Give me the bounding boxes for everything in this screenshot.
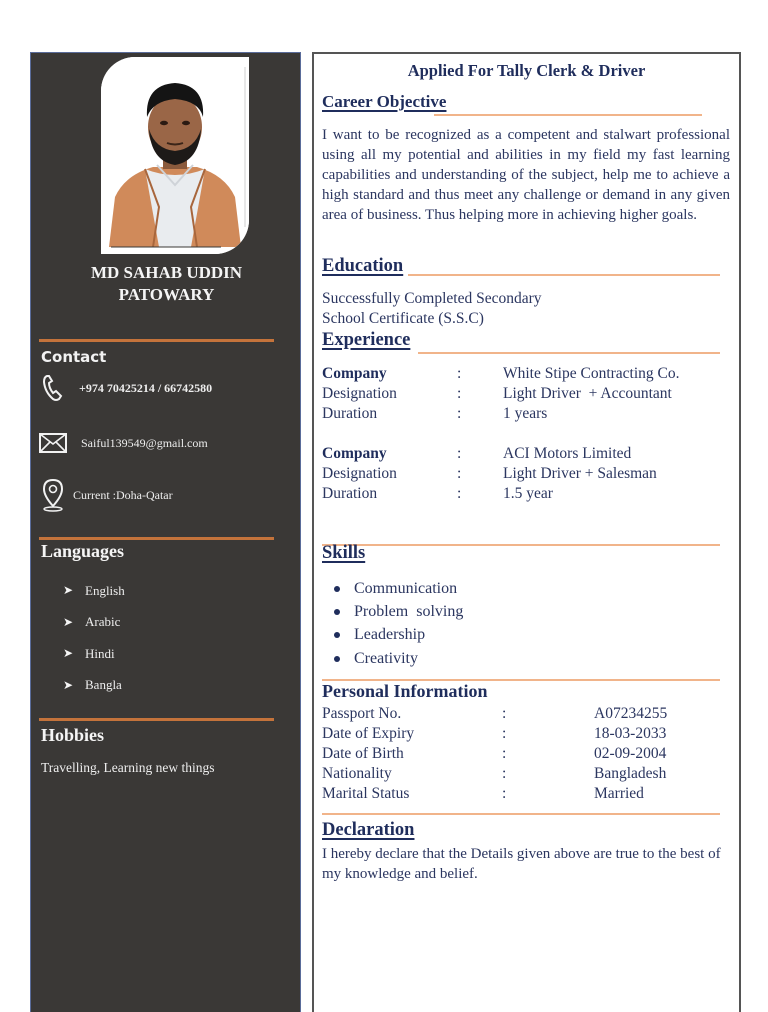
company-row: Company : ACI Motors Limited: [322, 445, 632, 462]
declaration-heading: Declaration: [322, 820, 415, 840]
language-item: ➤ Arabic: [63, 614, 121, 630]
email-address[interactable]: Saiful139549@gmail.com: [81, 435, 208, 450]
career-objective-text: I want to be recognized as a competent and stalwart professional using all my potential and abilities in my field my fast learning capabilities and understanding of the subject, help me to achieve a high standard and thus meet any challenge or demand in any given area of business. Thus helping more in achieving higher goals.: [322, 127, 730, 223]
contact-phone: [37, 372, 212, 404]
skills-top-rule: [322, 544, 720, 546]
skill-item: Creativity: [334, 647, 463, 670]
candidate-name: [31, 262, 302, 306]
bullet-icon: [334, 586, 340, 592]
hobbies-heading: Hobbies: [41, 725, 105, 745]
contact-location: [37, 479, 173, 511]
portrait-image: [101, 57, 249, 254]
skill-item: Leadership: [334, 624, 463, 647]
profile-photo: [101, 57, 249, 254]
experience-entry: [322, 364, 680, 424]
arrow-bullet-icon: ➤: [63, 646, 74, 661]
career-objective-rule: [434, 114, 702, 116]
contact-divider: [39, 339, 274, 342]
experience-rule: [418, 352, 720, 354]
applied-for-title: Applied For Tally Clerk & Driver: [407, 61, 646, 80]
arrow-bullet-icon: ➤: [63, 614, 74, 629]
personal-info-heading: Personal Information: [322, 681, 488, 701]
career-objective-heading: Career Objective: [322, 92, 447, 111]
skill-item: Problem solving: [334, 600, 463, 623]
education-rule: [408, 274, 720, 276]
skill-item: Communication: [334, 577, 463, 600]
phone-icon: [37, 372, 69, 404]
bullet-icon: [334, 632, 340, 638]
duration-row: Duration : 1.5 year: [322, 485, 553, 502]
experience-heading: Experience: [322, 330, 411, 350]
contact-email: [37, 427, 208, 459]
experience-entry: [322, 444, 657, 504]
hobbies-divider: [39, 718, 274, 721]
language-item: ➤ Bangla: [63, 677, 122, 693]
bullet-icon: [334, 609, 340, 615]
arrow-bullet-icon: ➤: [63, 677, 74, 692]
personal-info-table: [322, 704, 667, 804]
education-line-1: Successfully Completed Secondary: [322, 290, 542, 307]
contact-heading: Contact: [41, 348, 107, 366]
personal-info-row: Marital Status : Married: [322, 785, 644, 802]
envelope-icon: [37, 427, 69, 459]
personal-info-rule: [322, 813, 720, 815]
languages-list: [63, 575, 125, 701]
name-line-1: MD SAHAB UDDIN: [90, 263, 243, 282]
bullet-icon: [334, 656, 340, 662]
skills-heading: Skills: [322, 543, 366, 563]
declaration-text: I hereby declare that the Details given above are true to the best of my knowledge and belief.: [322, 846, 721, 882]
language-item: ➤ Hindi: [63, 645, 115, 661]
personal-info-row: Passport No. : A07234255: [322, 705, 668, 722]
location-pin-icon: [37, 479, 69, 511]
designation-row: Designation : Light Driver + Salesman: [322, 465, 657, 482]
hobbies-text: Travelling, Learning new things: [41, 760, 215, 775]
education-text: [322, 289, 542, 329]
personal-info-row: Nationality : Bangladesh: [322, 765, 667, 782]
personal-info-row: Date of Birth : 02-09-2004: [322, 745, 667, 762]
company-row: Company : White Stipe Contracting Co.: [322, 365, 680, 382]
languages-divider: [39, 537, 274, 540]
phone-number[interactable]: +974 70425214 / 66742580: [79, 380, 213, 395]
designation-row: Designation : Light Driver + Accountant: [322, 385, 672, 402]
language-item: ➤ English: [63, 582, 125, 598]
education-heading: Education: [322, 256, 404, 276]
main-content: [312, 52, 741, 1012]
personal-info-row: Date of Expiry : 18-03-2033: [322, 725, 667, 742]
languages-heading: Languages: [41, 541, 125, 561]
arrow-bullet-icon: ➤: [63, 583, 74, 598]
education-line-2: School Certificate (S.S.C): [322, 310, 484, 327]
name-line-2: PATOWARY: [118, 285, 215, 304]
duration-row: Duration : 1 years: [322, 405, 548, 422]
sidebar: [30, 52, 301, 1012]
skills-list: [334, 577, 463, 670]
location-text: Current :Doha-Qatar: [73, 487, 173, 502]
